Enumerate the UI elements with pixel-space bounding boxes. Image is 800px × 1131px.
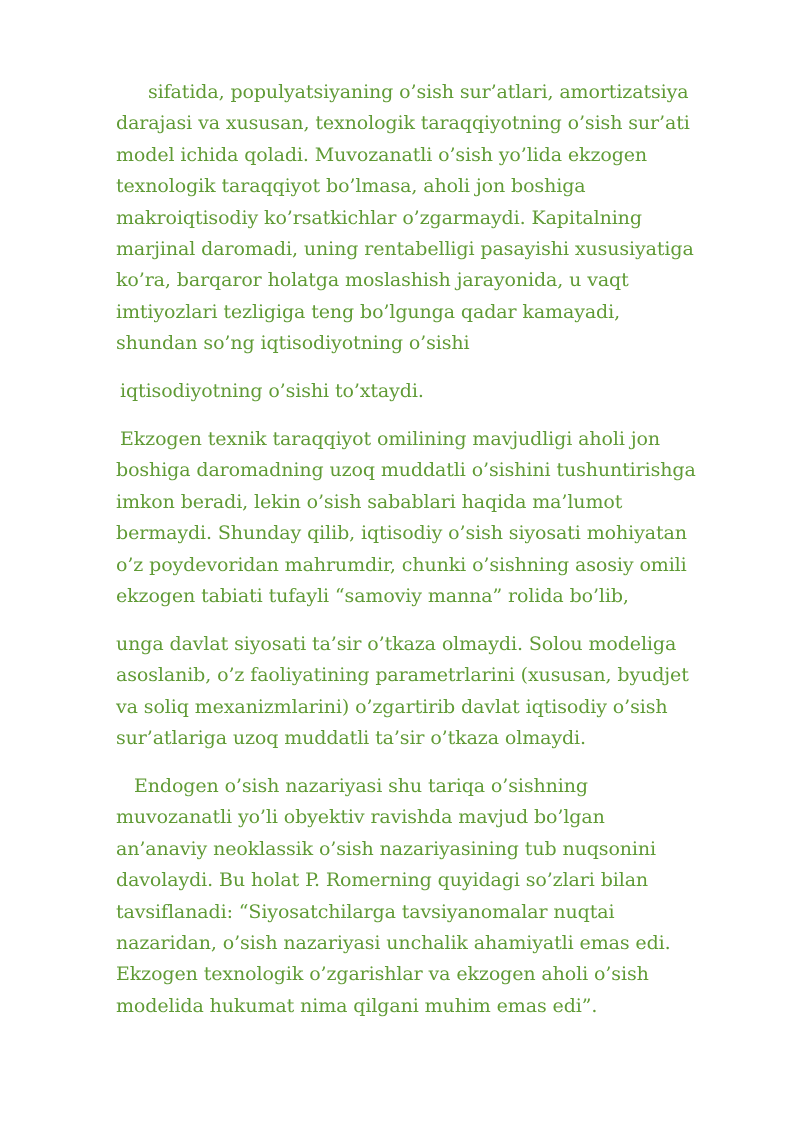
paragraph [116,77,766,360]
paragraph [116,629,766,755]
text-line: ko’ra, barqaror holatga moslashish jarayonida, u vaqt [116,269,629,292]
text-line: ekzogen tabiati tufayli “samoviy manna” rolida bo’lib, [116,585,629,608]
text-line: davolaydi. Bu holat P. Romerning quyidagi so’zlari bilan [116,869,649,892]
text-line: model ichida qoladi. Muvozanatli o’sish yo’lida ekzogen [116,143,648,166]
text-line: Endogen o’sish nazariyasi shu tariqa o’sishning [134,775,588,797]
text-line: modelida hukumat nima qilgani muhim emas edi”. [116,994,598,1017]
text-line: iqtisodiyotning o’sishi to’xtaydi. [120,380,424,402]
text-line: va soliq mexanizmlarini) o’zgartirib davlat iqtisodiy o’sish [116,695,668,718]
text-line: unga davlat siyosati ta’sir o’tkaza olmaydi. Solou modeliga [116,633,677,655]
text-line: imtiyozlari tezligiga teng bo’lgunga qadar kamayadi, [116,300,621,323]
text-line: marjinal daromadi, uning rentabelligi pasayishi xususiyatiga [116,238,694,261]
text-line: sifatida, populyatsiyaning o’sish sur’atlari, amortizatsiya [148,81,689,103]
text-line: texnologik taraqqiyot bo’lmasa, aholi jon boshiga [116,175,586,198]
text-line: Ekzogen texnologik o’zgarishlar va ekzogen aholi o’sish [116,963,649,986]
paragraph [116,376,766,407]
text-line: asoslanib, o’z faoliyatining parametrlarini (xususan, byudjet [116,664,689,687]
text-line: imkon beradi, lekin o’sish sabablari haqida ma’lumot [116,490,623,513]
text-line: darajasi va xususan, texnologik taraqqiyotning o’sish sur’ati [116,112,690,135]
text-line: muvozanatli yo’li obyektiv ravishda mavjud bo’lgan [116,806,605,829]
text-line: makroiqtisodiy ko’rsatkichlar o’zgarmaydi. Kapitalning [116,206,642,229]
text-line: sur’atlariga uzoq muddatli ta’sir o’tkaza olmaydi. [116,727,586,750]
text-line: bermaydi. Shunday qilib, iqtisodiy o’sish siyosati mohiyatan [116,522,687,545]
text-line: shundan so’ng iqtisodiyotning o’sishi [116,332,470,355]
text-line: o’z poydevoridan mahrumdir, chunki o’sishning asosiy omili [116,553,687,576]
paragraph [116,424,766,612]
paragraph [116,771,766,1022]
text-line: nazaridan, o’sish nazariyasi unchalik ahamiyatli emas edi. [116,932,671,955]
text-line: an’anaviy neoklassik o’sish nazariyasining tub nuqsonini [116,837,657,860]
text-line: boshiga daromadning uzoq muddatli o’sishini tushuntirishga [116,459,696,482]
text-line: Ekzogen texnik taraqqiyot omilining mavjudligi aholi jon [120,428,661,450]
text-line: tavsiflanadi: “Siyosatchilarga tavsiyanomalar nuqtai [116,900,615,923]
